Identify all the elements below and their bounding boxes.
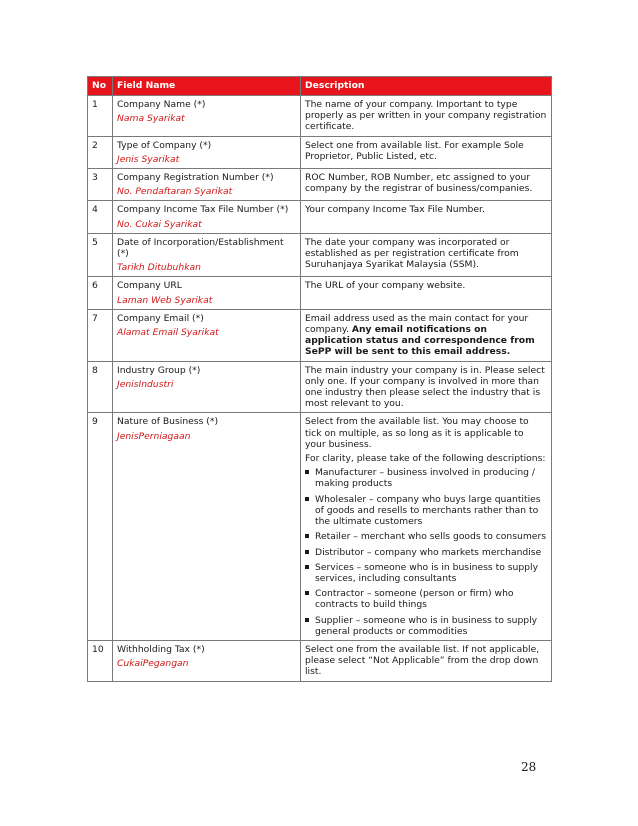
description-text: Select from the available list. You may choose to tick on multiple, as so long as it is applicable to your business. <box>305 416 529 450</box>
field-name-cell <box>113 277 301 309</box>
field-name-malay: No. Pendaftaran Syarikat <box>117 186 233 198</box>
field-name-cell <box>113 96 301 137</box>
description-text: The name of your company. Important to type properly as per written in your company registration certificate. <box>305 99 547 133</box>
header-description: Description <box>301 77 552 96</box>
description-cell <box>301 233 552 277</box>
list-item <box>305 547 547 558</box>
square-bullet-icon <box>305 565 309 569</box>
list-item <box>305 588 547 610</box>
row-number: 5 <box>88 233 113 277</box>
field-name-malay: Laman Web Syarikat <box>117 294 213 306</box>
row-number: 9 <box>88 413 113 640</box>
list-item <box>305 615 547 637</box>
description-text: Your company Income Tax File Number. <box>305 204 485 216</box>
field-name-malay: Jenis Syarikat <box>117 153 180 165</box>
list-item-text: Supplier – someone who is in business to supply general products or commodities <box>315 614 538 637</box>
row-number: 3 <box>88 169 113 201</box>
description-cell <box>301 640 552 681</box>
description-cell <box>301 136 552 168</box>
list-item <box>305 562 547 584</box>
square-bullet-icon <box>305 550 309 554</box>
list-item <box>305 531 547 542</box>
description-cell <box>301 309 552 361</box>
list-item <box>305 467 547 489</box>
description-cell <box>301 361 552 413</box>
row-number: 8 <box>88 361 113 413</box>
description-cell <box>301 413 552 640</box>
field-name-english: Company Email (*) <box>117 312 204 324</box>
square-bullet-icon <box>305 470 309 474</box>
field-name-malay: Alamat Email Syarikat <box>117 327 219 339</box>
table-header-row <box>88 77 552 96</box>
description-text: ROC Number, ROB Number, etc assigned to your company by the registrar of business/companies. <box>305 172 533 195</box>
row-number: 1 <box>88 96 113 137</box>
table-row <box>88 233 552 277</box>
field-name-cell <box>113 201 301 233</box>
description-text: The date your company was incorporated or established as per registration certificate from Suruhanjaya Syarikat Malaysia (SSM). <box>305 236 519 271</box>
description-cell <box>301 169 552 201</box>
field-name-cell <box>113 136 301 168</box>
field-name-malay: CukaiPegangan <box>117 658 189 670</box>
row-number: 2 <box>88 136 113 168</box>
description-text: For clarity, please take of the following descriptions: <box>305 453 546 465</box>
description-bold-text: Any email notifications on application status and correspondence from SePP will be sent to this email address. <box>305 324 535 358</box>
list-item <box>305 494 547 528</box>
field-name-cell <box>113 169 301 201</box>
table-row <box>88 413 552 640</box>
description-text <box>305 313 547 358</box>
field-name-english: Industry Group (*) <box>117 364 201 376</box>
field-name-cell <box>113 309 301 361</box>
table-row <box>88 169 552 201</box>
header-field-name: Field Name <box>113 77 301 96</box>
description-plain-text: Email address used as the main contact for your company. <box>305 312 529 336</box>
field-name-english: Withholding Tax (*) <box>117 643 205 655</box>
header-no: No <box>88 77 113 96</box>
field-name-english: Company URL <box>117 280 182 292</box>
row-number: 4 <box>88 201 113 233</box>
table-row <box>88 309 552 361</box>
business-type-list <box>305 467 547 637</box>
field-name-malay: JenisIndustri <box>117 378 174 390</box>
table-row <box>88 361 552 413</box>
table-row <box>88 277 552 309</box>
square-bullet-icon <box>305 534 309 538</box>
field-name-cell <box>113 233 301 277</box>
square-bullet-icon <box>305 497 309 501</box>
field-name-malay: Tarikh Ditubuhkan <box>117 262 201 274</box>
page-number: 28 <box>521 760 537 774</box>
list-item-text: Services – someone who is in business to supply services, including consultants <box>315 561 539 584</box>
field-name-cell <box>113 413 301 640</box>
description-text: The main industry your company is in. Please select only one. If your company is involved in more than one industry then please select the industry that is most relevant to you. <box>305 364 545 410</box>
list-item-text: Distributor – company who markets merchandise <box>315 546 542 558</box>
description-cell <box>301 96 552 137</box>
row-number: 6 <box>88 277 113 309</box>
description-text: Select one from the available list. If not applicable, please select “Not Applicable” from the drop down list. <box>305 643 540 678</box>
description-cell <box>301 201 552 233</box>
field-name-english: Type of Company (*) <box>117 139 212 151</box>
list-item-text: Contractor – someone (person or firm) who contracts to build things <box>315 588 514 611</box>
table-body <box>88 96 552 682</box>
description-text: Select one from available list. For example Sole Proprietor, Public Listed, etc. <box>305 139 524 162</box>
field-name-english: Company Income Tax File Number (*) <box>117 204 289 216</box>
table-row <box>88 201 552 233</box>
description-cell <box>301 277 552 309</box>
field-name-english: Company Name (*) <box>117 99 206 110</box>
field-name-cell <box>113 361 301 413</box>
field-name-english: Date of Incorporation/Establishment (*) <box>117 236 284 260</box>
description-text: The URL of your company website. <box>305 280 466 292</box>
row-number: 10 <box>88 640 113 681</box>
row-number: 7 <box>88 309 113 361</box>
field-name-cell <box>113 640 301 681</box>
field-name-malay: No. Cukai Syarikat <box>117 218 202 230</box>
field-name-english: Company Registration Number (*) <box>117 172 274 184</box>
field-name-malay: JenisPerniagaan <box>117 430 191 442</box>
square-bullet-icon <box>305 591 309 595</box>
field-name-malay: Nama Syarikat <box>117 113 185 125</box>
table-row <box>88 136 552 168</box>
list-item-text: Retailer – merchant who sells goods to consumers <box>315 531 547 543</box>
square-bullet-icon <box>305 618 309 622</box>
table-row <box>88 96 552 137</box>
field-description-table <box>87 76 552 682</box>
list-item-text: Wholesaler – company who buys large quantities of goods and resells to merchants rather than to the ultimate customers <box>315 493 541 528</box>
field-name-english: Nature of Business (*) <box>117 416 219 428</box>
list-item-text: Manufacturer – business involved in producing / making products <box>315 467 536 490</box>
table-row <box>88 640 552 681</box>
